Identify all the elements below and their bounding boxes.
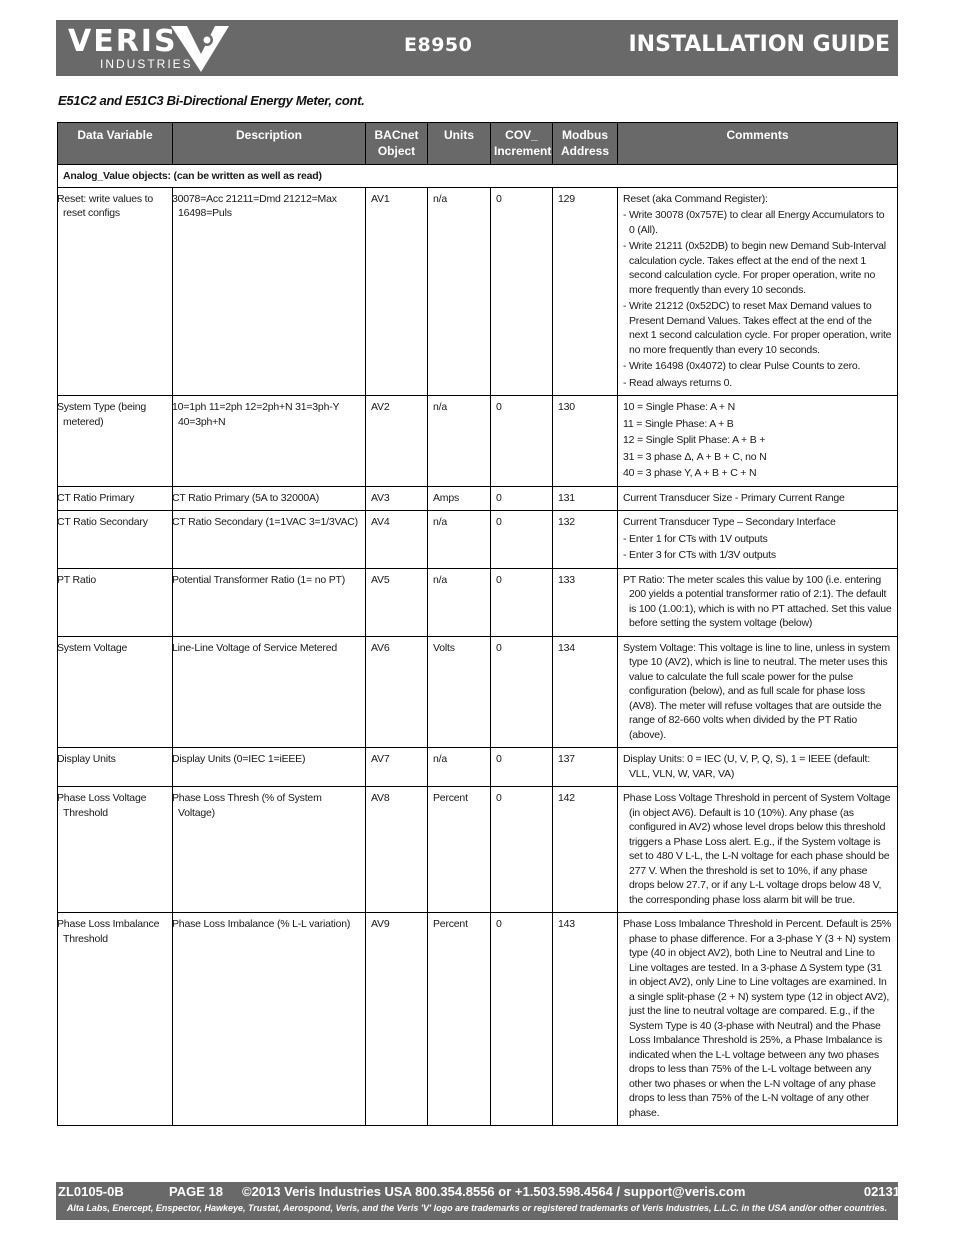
- cell-units: n/a: [428, 396, 491, 487]
- cell-description: CT Ratio Secondary (1=1VAC 3=1/3VAC): [173, 511, 366, 569]
- cell-cov-increment: 0: [491, 913, 553, 1126]
- cell-modbus-address: 142: [553, 787, 618, 913]
- comment-line: - Write 30078 (0x757E) to clear all Energy Accumulators to 0 (All).: [623, 209, 885, 236]
- cell-cov-increment: 0: [491, 511, 553, 569]
- page-number: PAGE 18: [169, 1184, 223, 1199]
- cell-modbus-address: 132: [553, 511, 618, 569]
- table-row: [58, 486, 898, 511]
- cell-description: Phase Loss Imbalance (% L-L variation): [173, 913, 366, 1126]
- comment-line: - Write 21212 (0x52DC) to reset Max Demand values to Present Demand Values. Takes effect at the end of the next 1 second calculation cycle. For proper operation, write no more frequently than every 10 seconds.: [623, 300, 892, 356]
- cell-modbus-address: 133: [553, 568, 618, 636]
- cell-comments: [618, 748, 898, 787]
- cell-comments: [618, 486, 898, 511]
- cell-modbus-address: 130: [553, 396, 618, 487]
- cell-bacnet-object: AV7: [366, 748, 428, 787]
- date-code: 02131: [863, 1184, 900, 1199]
- trademark-notice: Alta Labs, Enercept, Enspector, Hawkeye, Trustat, Aerospond, Veris, and the Veris 'V' logo are trademarks or registered trademarks of Veris Industries, L.L.C. in the USA and/or other countries.: [66, 1203, 888, 1213]
- table-row: [58, 396, 898, 487]
- cell-description: 30078=Acc 21211=Dmd 21212=Max 16498=Puls: [173, 187, 366, 396]
- cell-cov-increment: 0: [491, 636, 553, 748]
- cell-units: Volts: [428, 636, 491, 748]
- logo-subtitle: INDUSTRIES: [100, 57, 193, 71]
- page-header: [56, 20, 898, 76]
- table-row: [58, 748, 898, 787]
- section-subtitle: E51C2 and E51C3 Bi-Directional Energy Meter, cont.: [58, 93, 365, 108]
- comment-line: 12 = Single Split Phase: A + B +: [623, 434, 766, 446]
- comment-line: - Enter 1 for CTs with 1V outputs: [623, 532, 768, 545]
- comment-line: - Write 16498 (0x4072) to clear Pulse Counts to zero.: [623, 360, 861, 372]
- cell-units: Percent: [428, 787, 491, 913]
- cell-comments: [618, 396, 898, 487]
- cell-modbus-address: 134: [553, 636, 618, 748]
- model-number: E8950: [404, 34, 473, 56]
- col-header-units: Units: [428, 123, 491, 165]
- guide-title: INSTALLATION GUIDE: [628, 32, 890, 57]
- col-header-cov-increment: COV_ Increment: [491, 123, 553, 165]
- col-header-modbus-address: Modbus Address: [553, 123, 618, 165]
- veris-logo: [56, 20, 236, 76]
- cell-comments: [618, 636, 898, 748]
- cell-data-variable: Phase Loss Voltage Threshold: [58, 787, 173, 913]
- cell-cov-increment: 0: [491, 568, 553, 636]
- cell-units: Amps: [428, 486, 491, 511]
- cell-data-variable: CT Ratio Secondary: [58, 511, 173, 569]
- cell-comments: [618, 187, 898, 396]
- cell-data-variable: System Type (being metered): [58, 396, 173, 487]
- cell-units: n/a: [428, 568, 491, 636]
- cell-description: Line-Line Voltage of Service Metered: [173, 636, 366, 748]
- cell-units: Percent: [428, 913, 491, 1126]
- comment-line: - Enter 3 for CTs with 1/3V outputs: [623, 549, 776, 561]
- cell-cov-increment: 0: [491, 486, 553, 511]
- contact-info: ©2013 Veris Industries USA 800.354.8556 or +1.503.598.4564 / support@veris.com: [242, 1184, 746, 1199]
- comment-line: PT Ratio: The meter scales this value by 100 (i.e. entering 200 yields a potential transformer ratio of 2:1). The default is 100 (1.00:1), which is with no PT attached. Set this value before setting the system voltage (below): [623, 573, 892, 629]
- comment-line: 10 = Single Phase: A + N: [623, 401, 735, 413]
- cell-modbus-address: 137: [553, 748, 618, 787]
- cell-bacnet-object: AV9: [366, 913, 428, 1126]
- comment-line: Current Transducer Type – Secondary Interface: [623, 516, 836, 528]
- cell-modbus-address: 131: [553, 486, 618, 511]
- comment-line: 40 = 3 phase Y, A + B + C + N: [623, 467, 757, 479]
- comment-line: Display Units: 0 = IEC (U, V, P, Q, S), 1 = IEEE (default: VLL, VLN, W, VAR, VA): [623, 753, 870, 780]
- cell-bacnet-object: AV5: [366, 568, 428, 636]
- cell-bacnet-object: AV6: [366, 636, 428, 748]
- cell-data-variable: System Voltage: [58, 636, 173, 748]
- cell-description: CT Ratio Primary (5A to 32000A): [173, 486, 366, 511]
- cell-description: 10=1ph 11=2ph 12=2ph+N 31=3ph-Y 40=3ph+N: [173, 396, 366, 487]
- cell-data-variable: Phase Loss Imbalance Threshold: [58, 913, 173, 1126]
- data-variable-table: [57, 122, 898, 1126]
- cell-cov-increment: 0: [491, 187, 553, 396]
- table-row: [58, 913, 898, 1126]
- comment-line: Current Transducer Size - Primary Current Range: [623, 491, 845, 504]
- logo-wordmark: VERIS: [68, 24, 178, 59]
- table-row: [58, 187, 898, 396]
- col-header-bacnet-object: BACnet Object: [366, 123, 428, 165]
- cell-comments: [618, 787, 898, 913]
- cell-description: Phase Loss Thresh (% of System Voltage): [173, 787, 366, 913]
- cell-units: n/a: [428, 511, 491, 569]
- comment-line: Phase Loss Imbalance Threshold in Percent. Default is 25% phase to phase difference. For a 3-phase Y (3 + N) system type (40 in object AV2), both Line to Neutral and Line to Line voltages are tested. In a 3-phase Δ System type (31 in object AV2), only Line to Line voltages are examined. In a single split-phase (2 + N) system type (12 in object AV2), just the line to neutral voltage are compared. E.g., if the System Type is 40 (3-phase with Neutral) and the Phase Loss Imbalance Threshold is 25%, a Phase Imbalance is indicated when the L-L voltage between any two phases drops to less than 75% of the L-L voltage between any other two phases or when the L-N voltage of any phase drops to less than 75% of the L-N voltage of any other phase.: [623, 918, 891, 1119]
- comment-line: System Voltage: This voltage is line to line, unless in system type 10 (AV2), which is line to neutral. The meter uses this value to calculate the full scale power for the pulse configuration (below), and as full scale for phase loss (AV8). The meter will refuse voltages that are outside the range of 82-660 volts when divided by the PT Ratio (above).: [623, 641, 890, 741]
- comment-line: 11 = Single Phase: A + B: [623, 417, 734, 430]
- cell-comments: [618, 511, 898, 569]
- cell-bacnet-object: AV4: [366, 511, 428, 569]
- document-number: ZL0105-0B: [58, 1184, 124, 1199]
- cell-description: Display Units (0=IEC 1=iEEE): [173, 748, 366, 787]
- cell-bacnet-object: AV3: [366, 486, 428, 511]
- cell-comments: [618, 913, 898, 1126]
- cell-cov-increment: 0: [491, 396, 553, 487]
- comment-line: - Write 21211 (0x52DB) to begin new Demand Sub-Interval calculation cycle. Takes effect at the end of the next 1 second calculation cycle. For proper operation, write no more frequently than every 10 seconds.: [623, 240, 886, 296]
- cell-units: n/a: [428, 748, 491, 787]
- col-header-comments: Comments: [618, 123, 898, 165]
- comment-line: Phase Loss Voltage Threshold in percent of System Voltage (in object AV6). Default is 10 (10%). Any phase (as configured in AV2) whose level drops below this threshold triggers a Phase Loss alert. E.g., if the System voltage is set to 480 V L-L, the L-N voltage for each phase should be 277 V. When the threshold is set to 10%, if any phase drops below 27.7, or if any L-L voltage drops below 48 V, the corresponding phase loss alarm bit will be true.: [623, 792, 891, 906]
- comment-line: - Read always returns 0.: [623, 376, 732, 389]
- section-row: [58, 165, 898, 188]
- table-header-row: [58, 123, 898, 165]
- col-header-description: Description: [173, 123, 366, 165]
- cell-data-variable: PT Ratio: [58, 568, 173, 636]
- page-footer: [56, 1182, 898, 1220]
- comment-line: 31 = 3 phase Δ, A + B + C, no N: [623, 450, 767, 463]
- cell-modbus-address: 143: [553, 913, 618, 1126]
- table-row: [58, 787, 898, 913]
- cell-description: Potential Transformer Ratio (1= no PT): [173, 568, 366, 636]
- cell-bacnet-object: AV2: [366, 396, 428, 487]
- cell-cov-increment: 0: [491, 748, 553, 787]
- cell-data-variable: CT Ratio Primary: [58, 486, 173, 511]
- comment-line: Reset (aka Command Register):: [623, 192, 768, 205]
- section-label: Analog_Value objects: (can be written as well as read): [58, 165, 898, 188]
- table-row: [58, 511, 898, 569]
- cell-bacnet-object: AV8: [366, 787, 428, 913]
- cell-units: n/a: [428, 187, 491, 396]
- table-row: [58, 568, 898, 636]
- table-row: [58, 636, 898, 748]
- cell-data-variable: Reset: write values to reset configs: [58, 187, 173, 396]
- cell-modbus-address: 129: [553, 187, 618, 396]
- veris-v-icon: [171, 24, 231, 74]
- col-header-data-variable: Data Variable: [58, 123, 173, 165]
- cell-data-variable: Display Units: [58, 748, 173, 787]
- cell-comments: [618, 568, 898, 636]
- cell-cov-increment: 0: [491, 787, 553, 913]
- cell-bacnet-object: AV1: [366, 187, 428, 396]
